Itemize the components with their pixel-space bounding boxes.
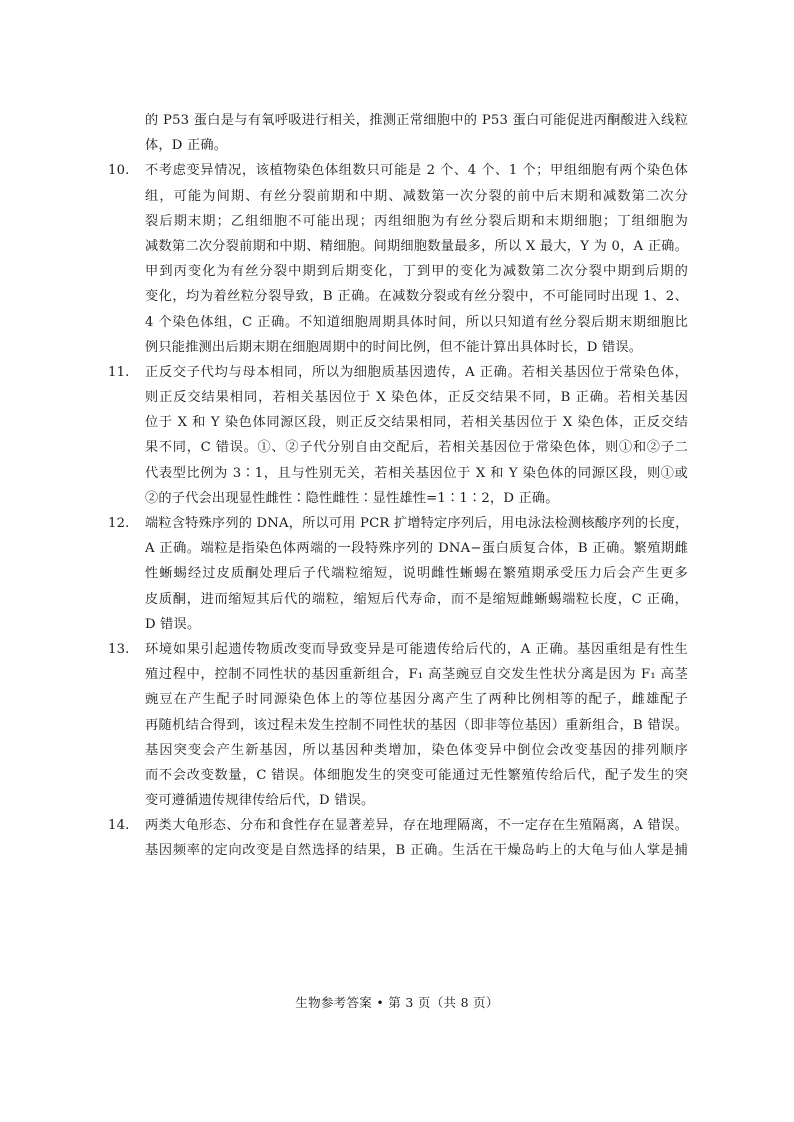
answer-text-line: 甲到丙变化为有丝分裂中期到后期变化，丁到甲的变化为减数第二次分裂中期到后期的	[145, 264, 688, 280]
answer-text-line: 4 个染色体组，C 正确。不知道细胞周期具体时间，所以只知道有丝分裂后期末期细胞比	[145, 314, 688, 330]
question-number: 14.	[108, 818, 130, 834]
answer-item-line	[108, 637, 688, 662]
answer-text-line: 组，可能为间期、有丝分裂前期和中期、减数第一次分裂的前中后末期和减数第二次分	[145, 188, 688, 204]
answer-text-line: 变可遵循遗传规律传给后代，D 错误。	[145, 793, 375, 809]
answer-text-line: D 错误。	[145, 616, 201, 632]
answer-item-line	[108, 511, 688, 536]
page-footer: 生物参考答案 • 第 3 页（共 8 页）	[295, 995, 499, 1010]
answer-text-line: 不考虑变异情况，该植物染色体组数只可能是 2 个、4 个、1 个；甲组细胞有两个染色体	[145, 163, 688, 179]
answer-text-line: 性蜥蜴经过皮质酮处理后子代端粒缩短，说明雌性蜥蜴在繁殖期承受压力后会产生更多	[145, 566, 688, 582]
answer-text-line: 环境如果引起遗传物质改变而导致变异是可能遗传给后代的，A 正确。基因重组是有性生	[145, 641, 688, 657]
answer-text-line: 位于 X 和 Y 染色体同源区段，则正反交结果相同，若相关基因位于 X 染色体，正反交结	[145, 415, 688, 431]
answer-text-line: 皮质酮，进而缩短其后代的端粒，缩短后代寿命，而不是缩短雌蜥蜴端粒长度，C 正确，	[145, 591, 688, 607]
question-number: 10.	[108, 163, 130, 179]
answer-text-line: 减数第二次分裂前期和中期、精细胞。间期细胞数量最多，所以 X 最大，Y 为 0，A 正确。	[145, 238, 688, 254]
answer-text-line: ②的子代会出现显性雌性∶隐性雌性∶显性雄性=1∶1∶2，D 正确。	[145, 490, 559, 506]
answer-text-line: 殖过程中，控制不同性状的基因重新组合，F₁ 高茎豌豆自交发生性状分离是因为 F₁ 高茎	[145, 667, 688, 683]
answer-text-line: 裂后期末期；乙组细胞不可能出现；丙组细胞为有丝分裂后期和末期细胞；丁组细胞为	[145, 213, 688, 229]
answer-text-line: 则正反交结果相同，若相关基因位于 X 染色体，正反交结果不同，B 正确。若相关基因	[145, 390, 688, 406]
answer-text-line: 代表型比例为 3∶1，且与性别无关，若相关基因位于 X 和 Y 染色体的同源区段，则①或	[145, 465, 688, 481]
answer-text-line: 再随机结合得到，该过程未发生控制不同性状的基因（即非等位基因）重新组合，B 错误。	[145, 717, 688, 733]
answer-text-line: 例只能推测出后期末期在细胞周期中的时间比例，但不能计算出具体时长，D 错误。	[145, 339, 643, 355]
answer-text-line: A 正确。端粒是指染色体两端的一段特殊序列的 DNA−蛋白质复合体，B 正确。繁殖期雌	[145, 541, 688, 557]
answer-text-line: 变化，均为着丝粒分裂导致，B 正确。在减数分裂或有丝分裂中，不可能同时出现 1、2、	[145, 289, 688, 305]
answer-text-line: 基因突变会产生新基因，所以基因种类增加，染色体变异中倒位会改变基因的排列顺序	[145, 742, 688, 758]
question-number: 13.	[108, 641, 130, 657]
answer-text-line: 端粒含特殊序列的 DNA，所以可用 PCR 扩增特定序列后，用电泳法检测核酸序列的长度，	[145, 516, 689, 531]
answer-text-body	[108, 108, 688, 864]
answer-text-line: 而不会改变数量，C 错误。体细胞发生的突变可能通过无性繁殖传给后代，配子发生的突	[145, 767, 688, 783]
answer-text-line: 豌豆在产生配子时同源染色体上的等位基因分离产生了两种比例相等的配子，雌雄配子	[145, 692, 688, 708]
answer-item-line	[108, 813, 688, 838]
answer-item-line	[108, 360, 688, 385]
question-number: 12.	[108, 516, 130, 531]
answer-text-line: 基因频率的定向改变是自然选择的结果，B 正确。生活在干燥岛屿上的大龟与仙人掌是捕	[145, 843, 688, 859]
answer-text-line: 的 P53 蛋白是与有氧呼吸进行相关，推测正常细胞中的 P53 蛋白可能促进丙酮酸进入线粒	[145, 113, 688, 128]
answer-item-line	[108, 158, 688, 183]
answer-text-line: 果不同，C 错误。①、②子代分别自由交配后，若相关基因位于常染色体，则①和②子二	[145, 440, 688, 456]
answer-text-line: 体，D 正确。	[145, 138, 228, 154]
question-number: 11.	[108, 364, 130, 380]
answer-text-line: 正反交子代均与母本相同，所以为细胞质基因遗传，A 正确。若相关基因位于常染色体，	[145, 364, 688, 380]
answer-text-line: 两类大龟形态、分布和食性存在显著差异，存在地理隔离，不一定存在生殖隔离，A 错误。	[145, 818, 688, 834]
